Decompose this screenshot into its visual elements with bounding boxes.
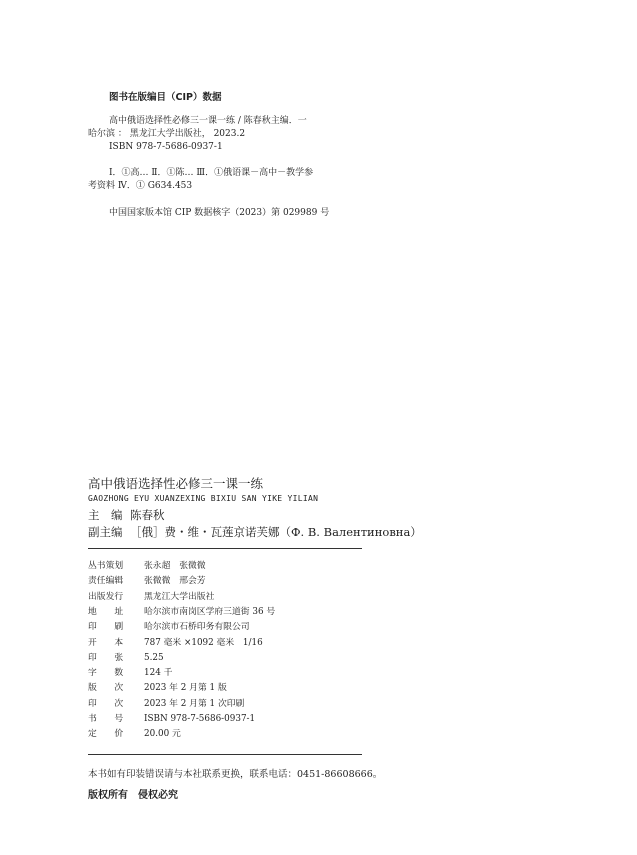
publication-row-value: 黑龙江大学出版社 (144, 591, 215, 602)
editor-label: 主 编 (88, 508, 123, 522)
editor-row (88, 507, 165, 523)
replacement-note: 本书如有印装错误请与本社联系更换，联系电话：0451-86608666。 (88, 769, 383, 780)
publication-row-value: 2023 年 2 月第 1 版 (144, 683, 227, 694)
publication-row (88, 666, 172, 681)
publication-row-label: 印 刷 (88, 622, 124, 633)
cip-line-2: 哈尔滨 ： 黑龙江大学出版社， 2023.2 (88, 129, 246, 139)
publication-row-label: 书 号 (88, 714, 124, 724)
cip-line-1: 高中俄语选择性必修三一课一练 / 陈春秋主编．一 (109, 116, 307, 126)
publication-row (88, 712, 255, 727)
publication-row-label: 定 价 (88, 729, 124, 740)
publication-row (88, 574, 206, 589)
publication-row (88, 590, 214, 605)
deputy-editor-label: 副主编 (88, 525, 123, 539)
publication-row-value: 2023 年 2 月第 1 次印刷 (144, 698, 245, 709)
publication-row-label: 字 数 (88, 668, 124, 679)
publication-row-label: 责任编辑 (88, 576, 124, 587)
cip-line-3: ISBN 978-7-5686-0937-1 (109, 142, 223, 152)
publication-row (88, 651, 164, 666)
publication-row (88, 620, 250, 635)
copyright-notice: 版权所有 侵权必究 (88, 790, 178, 801)
cip-heading: 图书在版编目（CIP）数据 (109, 92, 222, 103)
publication-row-value: 哈尔滨市石桥印务有限公司 (144, 622, 250, 633)
top-divider (88, 548, 362, 549)
publication-row (88, 605, 275, 620)
bottom-divider (88, 754, 362, 755)
cip-line-4: Ⅰ．①高… Ⅱ．①陈… Ⅲ．①俄语课－高中－教学参 (109, 168, 314, 178)
publication-row-value: 张永超 张微微 (144, 561, 206, 571)
publication-row-label: 地 址 (88, 606, 124, 617)
publication-row (88, 727, 181, 742)
publication-row-label: 版 次 (88, 683, 124, 694)
publication-row-value: ISBN 978-7-5686-0937-1 (144, 714, 256, 724)
publication-row (88, 559, 206, 574)
publication-row-value: 124 千 (144, 668, 173, 679)
cip-line-5: 考资料 Ⅳ．① G634.453 (88, 181, 193, 191)
publication-row-value: 787 毫米 ×1092 毫米 1/16 (144, 637, 263, 648)
publication-row (88, 697, 244, 712)
publication-row-label: 出版发行 (88, 591, 124, 602)
publication-row-value: 20.00 元 (144, 729, 181, 740)
deputy-editor-row (88, 524, 422, 540)
publication-row-value: 5.25 (144, 652, 164, 663)
publication-row-value: 张微微 邢会芳 (144, 576, 206, 587)
book-title: 高中俄语选择性必修三一课一练 (88, 476, 264, 491)
publication-row-label: 丛书策划 (88, 561, 124, 571)
publication-row-label: 开 本 (88, 637, 124, 648)
book-title-pinyin: GAOZHONG EYU XUANZEXING BIXIU SAN YIKE YILIAN (88, 494, 319, 503)
publication-row-value: 哈尔滨市南岗区学府三道街 36 号 (144, 606, 276, 617)
deputy-editor-value: ［俄］费・维・瓦莲京诺芙娜（Ф. В. Валентиновна） (130, 525, 422, 539)
publication-row-label: 印 次 (88, 698, 124, 709)
publication-row-label: 印 张 (88, 652, 124, 663)
cip-line-6: 中国国家版本馆 CIP 数据核字（2023）第 029989 号 (109, 208, 330, 218)
publication-row (88, 681, 227, 696)
editor-value: 陈春秋 (130, 508, 165, 522)
publication-row (88, 636, 263, 651)
